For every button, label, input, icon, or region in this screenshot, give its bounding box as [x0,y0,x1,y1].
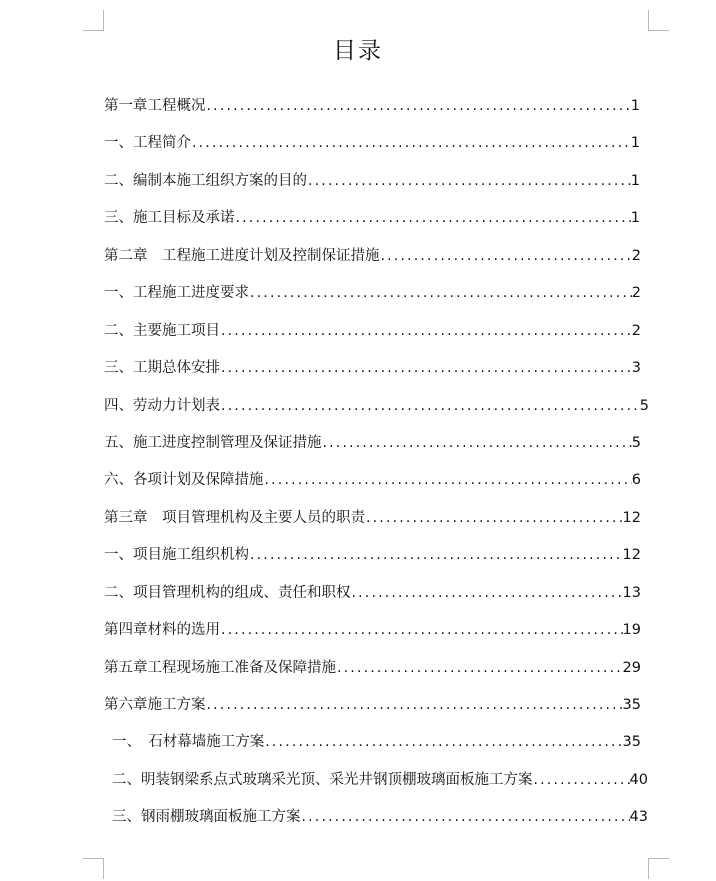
toc-leader-dots [533,770,630,790]
toc-leader-dots [220,396,640,416]
toc-entry-page: 35 [622,734,641,750]
toc-entry-label: 四、劳动力计划表 [104,398,220,414]
toc-entry[interactable] [104,246,641,266]
toc-entry[interactable] [104,433,641,453]
toc-leader-dots [249,545,623,565]
toc-entry-page: 3 [631,360,641,376]
toc-entry-label: 二、主要施工项目 [104,323,220,339]
toc-entry[interactable] [104,283,641,303]
toc-leader-dots [264,732,622,752]
toc-leader-dots [235,208,631,228]
toc-leader-dots [191,133,631,153]
toc-entry-label: 第四章材料的选用 [104,622,220,638]
toc-title: 目录 [333,38,383,64]
toc-entry-page: 2 [631,323,641,339]
toc-entry-page: 1 [630,98,640,114]
toc-entry-page: 35 [622,697,641,713]
toc-entry[interactable] [104,658,641,678]
toc-leader-dots [206,695,623,715]
toc-entry-page: 43 [629,809,648,825]
toc-leader-dots [220,321,632,341]
toc-leader-dots [336,658,623,678]
toc-leader-dots [301,807,630,827]
toc-entry-label: 第三章 项目管理机构及主要人员的职责 [104,510,365,526]
toc-entry[interactable] [104,133,640,153]
toc-entry-page: 19 [622,622,641,638]
toc-leader-dots [380,246,632,266]
toc-entry-label: 五、施工进度控制管理及保证措施 [104,435,322,451]
toc-entry[interactable] [104,171,640,191]
toc-entry-page: 13 [622,585,641,601]
toc-leader-dots [365,508,623,528]
toc-leader-dots [322,433,632,453]
toc-entry-label: 二、项目管理机构的组成、责任和职权 [104,585,351,601]
toc-leader-dots [206,96,631,116]
toc-entry-label: 三、施工目标及承诺 [104,210,235,226]
toc-entry-page: 2 [631,248,641,264]
toc-entry[interactable] [112,770,648,790]
toc-entry-page: 5 [639,398,649,414]
toc-entry-label: 三、工期总体安排 [104,360,220,376]
toc-leader-dots [220,358,632,378]
toc-entry[interactable] [112,807,648,827]
toc-leader-dots [264,470,632,490]
toc-leader-dots [220,620,623,640]
toc-entry-label: 三、钢雨棚玻璃面板施工方案 [112,809,301,825]
toc-entry[interactable] [104,620,641,640]
crop-mark-top-left [83,10,104,31]
crop-mark-top-right [648,10,669,31]
toc-entry-label: 一、工程施工进度要求 [104,285,249,301]
toc-entry-label: 一、工程简介 [104,135,191,151]
toc-entry-page: 12 [622,547,641,563]
toc-entry-label: 第五章工程现场施工准备及保障措施 [104,660,336,676]
toc-entry-label: 第一章工程概况 [104,98,206,114]
toc-entry[interactable] [104,358,641,378]
crop-mark-bottom-left [83,858,104,879]
toc-entry-label: 二、编制本施工组织方案的目的 [104,173,307,189]
toc-entry[interactable] [104,321,641,341]
toc-entry-label: 二、明装钢梁系点式玻璃采光顶、采光井钢顶棚玻璃面板施工方案 [112,772,533,788]
toc-entry-label: 六、各项计划及保障措施 [104,472,264,488]
toc-entry[interactable] [104,470,641,490]
toc-entry-page: 2 [631,285,641,301]
toc-entry[interactable] [104,96,640,116]
toc-entry-label: 第六章施工方案 [104,697,206,713]
toc-entry[interactable] [104,208,640,228]
toc-entry[interactable] [104,508,641,528]
toc-entry[interactable] [112,732,641,752]
toc-entry-label: 一、项目施工组织机构 [104,547,249,563]
toc-entry-page: 5 [631,435,641,451]
crop-mark-bottom-right [648,858,669,879]
toc-entry-page: 29 [622,660,641,676]
toc-entry-page: 12 [622,510,641,526]
toc-entry-page: 1 [630,210,640,226]
toc-entry-page: 40 [629,772,648,788]
toc-entry-page: 1 [630,173,640,189]
toc-entry[interactable] [104,396,649,416]
toc-entry-label: 第二章 工程施工进度计划及控制保证措施 [104,248,380,264]
toc-entry-page: 6 [631,472,641,488]
toc-leader-dots [351,583,623,603]
toc-entry[interactable] [104,695,641,715]
toc-entry-page: 1 [630,135,640,151]
toc-entry[interactable] [104,545,641,565]
toc-entry-label: 一、 石材幕墙施工方案 [112,734,265,750]
toc-leader-dots [307,171,631,191]
toc-leader-dots [249,283,632,303]
toc-entry[interactable] [104,583,641,603]
